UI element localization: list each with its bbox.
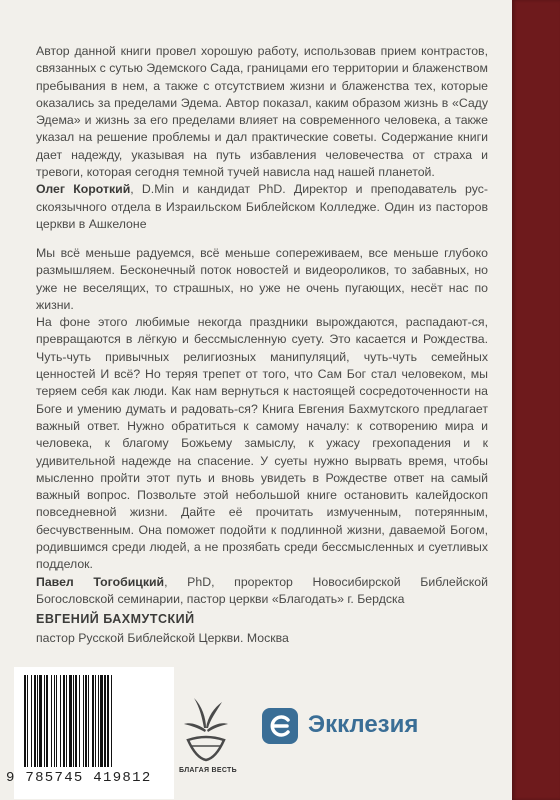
review-1-signer-info: , D.Min и кандидат PhD. Директор и преподаватель рус-скоязычного отдела в Израильском Библейском Колледже. Один из пасторов церкви в Ашкелоне xyxy=(36,182,488,231)
publisher-2-name: Экклезия xyxy=(308,711,419,738)
review-1-signer-name: Олег Короткий xyxy=(36,182,131,197)
review-2-signer-name: Павел Тогобицкий xyxy=(36,574,165,589)
publisher-1-label: БЛАГАЯ ВЕСТЬ xyxy=(179,767,237,774)
review-block-2 xyxy=(36,245,488,608)
review-2-signature xyxy=(36,574,488,609)
blagaya-vest-logo-icon xyxy=(178,688,234,772)
author-name: ЕВГЕНИЙ БАХМУТСКИЙ xyxy=(36,612,195,626)
author-role: пастор Русской Библейской Церкви. Москва xyxy=(36,631,289,645)
review-2-signer-info: , PhD, проректор Новосибирской Библейской Богословской семинарии, пастор церкви «Благодать» г. Бердска xyxy=(36,574,488,606)
isbn-digits: 9 785745 419812 xyxy=(6,770,152,786)
book-spine xyxy=(512,0,560,800)
review-2-paragraph-2: На фоне этого любимые некогда праздники вырождаются, распадают-ся, превращаются в лёгкую и бессмысленную суету. Это касается и Рождества. Чуть-чуть привычных религиозных манипуляций, чуть-чуть семейных ценностей И всё? Но теряя трепет от того, что Сам Бог стал человеком, мы теряем себя как люди. Как нам вернуться к настоящей сосредоточенности на Боге и умению думать и радовать-ся? Книга Евгения Бахмутского предлагает важный ответ. Нужно обратиться к самому началу: к сотворению мира и человека, к благому Божьему замыслу, к ужасу грехопадения и к удивительной надежде на спасение. У суеты нужно вырвать время, чтобы мысленно пройти этот путь и вновь увидеть в Рождестве ответ на самый важный вопрос. Позвольте этой небольшой книге остановить калейдоскоп повседневной жизни. Дайте её прочитать измученным, потерянным, бесчувственным. Она поможет подойти к подлинной жизни, даваемой Богом, родившимся среди людей, а не прозябать среди бессмысленных и суетливых подделок. xyxy=(36,315,488,572)
review-block-1 xyxy=(36,43,488,233)
ekklesia-logo-icon xyxy=(262,708,298,744)
review-1-text: Автор данной книги провел хорошую работу, использовав прием контрастов, связанных с сутью Эдемского Сада, границами его территории и блаженством пребывания в нем, а также с отсутствием жизни и блаженства тех, которые оказались за пределами Эдема. Автор показал, каким образом жизнь в «Саду Эдема» и жизнь за его пределами влияет на современного человека, а также указал на решение проблемы и дал практические советы. Содержание книги дает надежду, указывая на путь избавления человечества от страха и тревоги, которая сегодня темной тучей нависла над нашей планетой. xyxy=(36,44,488,180)
review-1-signature xyxy=(36,181,488,233)
review-2-paragraph-1: Мы всё меньше радуемся, всё меньше сопереживаем, все меньше глубоко размышляем. Бесконечный поток новостей и видеороликов, то забавных, но уже не веселящих, то страшных, но уже не очень пугающих, несёт нас по жизни. xyxy=(36,246,488,312)
